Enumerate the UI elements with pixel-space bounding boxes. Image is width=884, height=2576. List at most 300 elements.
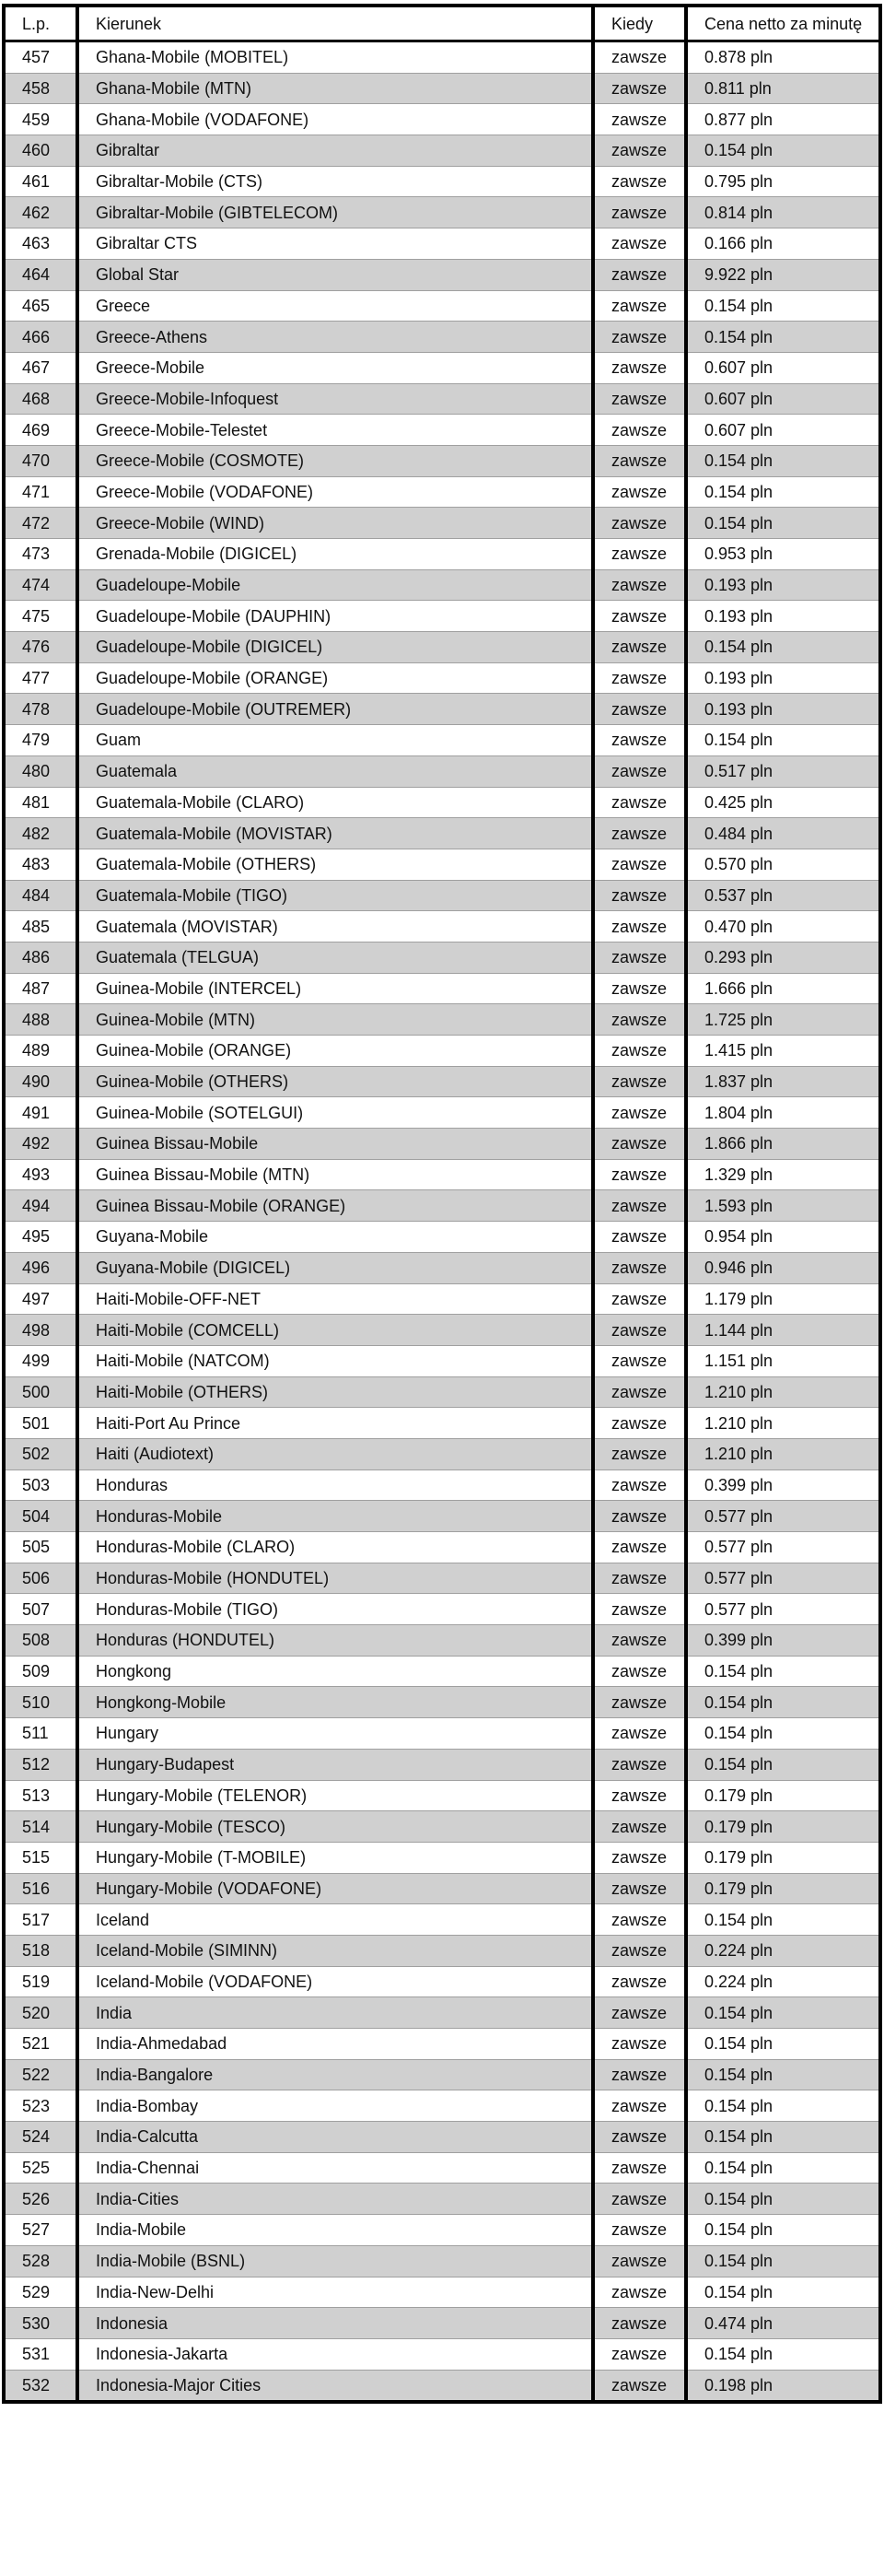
table-row xyxy=(4,1687,880,1718)
cell-direction: Guadeloupe-Mobile xyxy=(77,569,593,601)
cell-price: 0.607 pln xyxy=(686,415,880,446)
cell-when: zawsze xyxy=(593,2338,686,2370)
table-row xyxy=(4,445,880,476)
cell-lp: 485 xyxy=(4,911,77,943)
cell-direction: Global Star xyxy=(77,259,593,290)
cell-price: 0.179 pln xyxy=(686,1811,880,1843)
cell-lp: 483 xyxy=(4,849,77,880)
cell-direction: Guatemala xyxy=(77,755,593,787)
table-row xyxy=(4,2090,880,2122)
cell-price: 1.329 pln xyxy=(686,1159,880,1190)
table-row xyxy=(4,2122,880,2153)
table-row xyxy=(4,1842,880,1873)
table-row xyxy=(4,849,880,880)
table-row xyxy=(4,1438,880,1469)
cell-lp: 460 xyxy=(4,135,77,167)
cell-price: 1.593 pln xyxy=(686,1190,880,1222)
cell-when: zawsze xyxy=(593,1036,686,1067)
table-row xyxy=(4,2152,880,2184)
cell-when: zawsze xyxy=(593,694,686,725)
cell-lp: 529 xyxy=(4,2277,77,2308)
cell-direction: Greece-Mobile (COSMOTE) xyxy=(77,445,593,476)
table-row xyxy=(4,1097,880,1129)
cell-price: 0.811 pln xyxy=(686,73,880,104)
table-row xyxy=(4,197,880,228)
cell-price: 0.193 pln xyxy=(686,601,880,632)
cell-price: 9.922 pln xyxy=(686,259,880,290)
cell-lp: 470 xyxy=(4,445,77,476)
cell-price: 0.179 pln xyxy=(686,1780,880,1811)
cell-direction: Guinea-Mobile (OTHERS) xyxy=(77,1066,593,1097)
cell-lp: 522 xyxy=(4,2059,77,2090)
cell-direction: Haiti-Mobile-OFF-NET xyxy=(77,1283,593,1315)
cell-price: 1.210 pln xyxy=(686,1408,880,1439)
cell-price: 0.154 pln xyxy=(686,2338,880,2370)
cell-direction: Guatemala (TELGUA) xyxy=(77,942,593,973)
table-row xyxy=(4,973,880,1004)
cell-price: 0.154 pln xyxy=(686,1749,880,1780)
cell-lp: 473 xyxy=(4,539,77,570)
cell-price: 0.878 pln xyxy=(686,41,880,74)
cell-lp: 518 xyxy=(4,1935,77,1966)
cell-direction: Hongkong-Mobile xyxy=(77,1687,593,1718)
cell-when: zawsze xyxy=(593,973,686,1004)
cell-when: zawsze xyxy=(593,1129,686,1160)
cell-when: zawsze xyxy=(593,41,686,74)
cell-when: zawsze xyxy=(593,1718,686,1750)
cell-lp: 504 xyxy=(4,1501,77,1532)
cell-lp: 491 xyxy=(4,1097,77,1129)
cell-lp: 527 xyxy=(4,2215,77,2246)
table-row xyxy=(4,662,880,694)
cell-lp: 461 xyxy=(4,166,77,197)
cell-when: zawsze xyxy=(593,1780,686,1811)
cell-when: zawsze xyxy=(593,601,686,632)
cell-lp: 528 xyxy=(4,2245,77,2277)
header-row xyxy=(4,6,880,41)
cell-when: zawsze xyxy=(593,476,686,508)
cell-when: zawsze xyxy=(593,322,686,353)
cell-direction: Guadeloupe-Mobile (OUTREMER) xyxy=(77,694,593,725)
cell-when: zawsze xyxy=(593,880,686,911)
cell-when: zawsze xyxy=(593,2245,686,2277)
table-row xyxy=(4,2277,880,2308)
cell-direction: Guatemala-Mobile (OTHERS) xyxy=(77,849,593,880)
table-row xyxy=(4,1129,880,1160)
cell-direction: Grenada-Mobile (DIGICEL) xyxy=(77,539,593,570)
cell-direction: Guyana-Mobile (DIGICEL) xyxy=(77,1252,593,1283)
cell-direction: Greece-Mobile (WIND) xyxy=(77,508,593,539)
cell-price: 0.517 pln xyxy=(686,755,880,787)
cell-lp: 462 xyxy=(4,197,77,228)
table-row xyxy=(4,755,880,787)
table-row xyxy=(4,911,880,943)
table-row xyxy=(4,415,880,446)
cell-price: 1.837 pln xyxy=(686,1066,880,1097)
cell-direction: Greece-Athens xyxy=(77,322,593,353)
table-row xyxy=(4,1315,880,1346)
cell-when: zawsze xyxy=(593,2184,686,2215)
table-row xyxy=(4,41,880,74)
cell-lp: 501 xyxy=(4,1408,77,1439)
cell-lp: 496 xyxy=(4,1252,77,1283)
cell-when: zawsze xyxy=(593,1190,686,1222)
cell-price: 0.470 pln xyxy=(686,911,880,943)
cell-price: 0.399 pln xyxy=(686,1625,880,1657)
cell-when: zawsze xyxy=(593,2277,686,2308)
cell-lp: 487 xyxy=(4,973,77,1004)
header-lp: L.p. xyxy=(4,6,77,41)
cell-lp: 517 xyxy=(4,1904,77,1936)
cell-when: zawsze xyxy=(593,445,686,476)
cell-when: zawsze xyxy=(593,1563,686,1594)
cell-direction: Honduras (HONDUTEL) xyxy=(77,1625,593,1657)
cell-price: 0.154 pln xyxy=(686,1997,880,2029)
cell-price: 0.814 pln xyxy=(686,197,880,228)
cell-when: zawsze xyxy=(593,2370,686,2402)
cell-lp: 471 xyxy=(4,476,77,508)
cell-lp: 503 xyxy=(4,1469,77,1501)
cell-direction: India-Ahmedabad xyxy=(77,2029,593,2060)
cell-price: 0.154 pln xyxy=(686,2029,880,2060)
cell-price: 0.537 pln xyxy=(686,880,880,911)
cell-direction: India-New-Delhi xyxy=(77,2277,593,2308)
cell-when: zawsze xyxy=(593,1842,686,1873)
cell-direction: India-Bangalore xyxy=(77,2059,593,2090)
cell-direction: Honduras-Mobile (CLARO) xyxy=(77,1532,593,1563)
cell-when: zawsze xyxy=(593,1656,686,1687)
cell-when: zawsze xyxy=(593,2152,686,2184)
cell-direction: Guatemala-Mobile (TIGO) xyxy=(77,880,593,911)
cell-price: 0.399 pln xyxy=(686,1469,880,1501)
cell-lp: 463 xyxy=(4,228,77,260)
table-row xyxy=(4,166,880,197)
cell-direction: Haiti-Mobile (NATCOM) xyxy=(77,1345,593,1376)
cell-lp: 464 xyxy=(4,259,77,290)
cell-direction: Guadeloupe-Mobile (DAUPHIN) xyxy=(77,601,593,632)
cell-price: 0.179 pln xyxy=(686,1842,880,1873)
cell-price: 0.877 pln xyxy=(686,104,880,135)
cell-lp: 488 xyxy=(4,1004,77,1036)
cell-lp: 486 xyxy=(4,942,77,973)
table-row xyxy=(4,601,880,632)
cell-lp: 495 xyxy=(4,1222,77,1253)
table-row xyxy=(4,73,880,104)
cell-price: 1.666 pln xyxy=(686,973,880,1004)
cell-when: zawsze xyxy=(593,104,686,135)
cell-direction: Guinea-Mobile (ORANGE) xyxy=(77,1036,593,1067)
cell-when: zawsze xyxy=(593,508,686,539)
cell-price: 1.210 pln xyxy=(686,1438,880,1469)
cell-price: 1.804 pln xyxy=(686,1097,880,1129)
header-price: Cena netto za minutę xyxy=(686,6,880,41)
table-row xyxy=(4,104,880,135)
cell-when: zawsze xyxy=(593,259,686,290)
cell-lp: 469 xyxy=(4,415,77,446)
table-row xyxy=(4,290,880,322)
cell-lp: 505 xyxy=(4,1532,77,1563)
cell-when: zawsze xyxy=(593,1966,686,1997)
cell-lp: 508 xyxy=(4,1625,77,1657)
cell-direction: Hungary-Mobile (VODAFONE) xyxy=(77,1873,593,1904)
cell-price: 0.425 pln xyxy=(686,787,880,818)
cell-when: zawsze xyxy=(593,2308,686,2339)
cell-direction: Haiti (Audiotext) xyxy=(77,1438,593,1469)
cell-lp: 458 xyxy=(4,73,77,104)
cell-lp: 476 xyxy=(4,632,77,663)
cell-price: 0.154 pln xyxy=(686,2184,880,2215)
cell-direction: Honduras-Mobile xyxy=(77,1501,593,1532)
table-row xyxy=(4,632,880,663)
cell-direction: Greece-Mobile-Infoquest xyxy=(77,383,593,415)
table-row xyxy=(4,1935,880,1966)
cell-direction: India-Bombay xyxy=(77,2090,593,2122)
table-row xyxy=(4,1036,880,1067)
table-row xyxy=(4,135,880,167)
table-row xyxy=(4,2184,880,2215)
cell-price: 0.154 pln xyxy=(686,445,880,476)
cell-direction: India-Calcutta xyxy=(77,2122,593,2153)
cell-direction: Hungary-Budapest xyxy=(77,1749,593,1780)
cell-price: 0.154 pln xyxy=(686,2215,880,2246)
cell-price: 0.154 pln xyxy=(686,725,880,756)
cell-when: zawsze xyxy=(593,539,686,570)
table-row xyxy=(4,725,880,756)
cell-when: zawsze xyxy=(593,1408,686,1439)
cell-when: zawsze xyxy=(593,2059,686,2090)
cell-direction: Greece-Mobile-Telestet xyxy=(77,415,593,446)
table-row xyxy=(4,1594,880,1625)
cell-lp: 472 xyxy=(4,508,77,539)
cell-price: 0.474 pln xyxy=(686,2308,880,2339)
cell-direction: Hungary-Mobile (TESCO) xyxy=(77,1811,593,1843)
cell-when: zawsze xyxy=(593,135,686,167)
cell-direction: Guinea-Mobile (INTERCEL) xyxy=(77,973,593,1004)
cell-price: 1.151 pln xyxy=(686,1345,880,1376)
cell-direction: Gibraltar-Mobile (GIBTELECOM) xyxy=(77,197,593,228)
cell-lp: 530 xyxy=(4,2308,77,2339)
cell-price: 0.224 pln xyxy=(686,1935,880,1966)
table-row xyxy=(4,1749,880,1780)
cell-direction: Hongkong xyxy=(77,1656,593,1687)
cell-when: zawsze xyxy=(593,1532,686,1563)
table-row xyxy=(4,322,880,353)
cell-price: 0.607 pln xyxy=(686,383,880,415)
cell-direction: Haiti-Port Au Prince xyxy=(77,1408,593,1439)
table-row xyxy=(4,1408,880,1439)
cell-price: 0.154 pln xyxy=(686,1904,880,1936)
table-row xyxy=(4,228,880,260)
cell-lp: 509 xyxy=(4,1656,77,1687)
cell-when: zawsze xyxy=(593,818,686,849)
cell-lp: 482 xyxy=(4,818,77,849)
table-row xyxy=(4,1159,880,1190)
cell-when: zawsze xyxy=(593,662,686,694)
cell-price: 0.293 pln xyxy=(686,942,880,973)
table-row xyxy=(4,569,880,601)
cell-direction: Ghana-Mobile (VODAFONE) xyxy=(77,104,593,135)
cell-when: zawsze xyxy=(593,1749,686,1780)
cell-direction: Ghana-Mobile (MOBITEL) xyxy=(77,41,593,74)
cell-price: 0.577 pln xyxy=(686,1563,880,1594)
cell-direction: Honduras xyxy=(77,1469,593,1501)
cell-when: zawsze xyxy=(593,1625,686,1657)
cell-lp: 466 xyxy=(4,322,77,353)
table-row xyxy=(4,880,880,911)
cell-lp: 502 xyxy=(4,1438,77,1469)
table-row xyxy=(4,259,880,290)
cell-lp: 516 xyxy=(4,1873,77,1904)
cell-lp: 459 xyxy=(4,104,77,135)
cell-price: 0.193 pln xyxy=(686,569,880,601)
cell-lp: 492 xyxy=(4,1129,77,1160)
cell-lp: 515 xyxy=(4,1842,77,1873)
cell-direction: Guam xyxy=(77,725,593,756)
cell-direction: Iceland-Mobile (VODAFONE) xyxy=(77,1966,593,1997)
cell-direction: Guinea Bissau-Mobile xyxy=(77,1129,593,1160)
cell-price: 0.953 pln xyxy=(686,539,880,570)
cell-when: zawsze xyxy=(593,1315,686,1346)
cell-price: 1.725 pln xyxy=(686,1004,880,1036)
cell-direction: Guatemala-Mobile (CLARO) xyxy=(77,787,593,818)
cell-lp: 479 xyxy=(4,725,77,756)
table-row xyxy=(4,1904,880,1936)
cell-when: zawsze xyxy=(593,1376,686,1408)
cell-when: zawsze xyxy=(593,1438,686,1469)
cell-price: 0.154 pln xyxy=(686,2122,880,2153)
table-row xyxy=(4,1780,880,1811)
cell-lp: 480 xyxy=(4,755,77,787)
cell-lp: 494 xyxy=(4,1190,77,1222)
cell-price: 0.154 pln xyxy=(686,2090,880,2122)
cell-lp: 498 xyxy=(4,1315,77,1346)
cell-direction: Gibraltar-Mobile (CTS) xyxy=(77,166,593,197)
cell-lp: 521 xyxy=(4,2029,77,2060)
cell-direction: Guyana-Mobile xyxy=(77,1222,593,1253)
cell-price: 0.484 pln xyxy=(686,818,880,849)
cell-direction: Guinea Bissau-Mobile (ORANGE) xyxy=(77,1190,593,1222)
table-row xyxy=(4,1563,880,1594)
cell-direction: Guinea-Mobile (MTN) xyxy=(77,1004,593,1036)
cell-price: 0.154 pln xyxy=(686,632,880,663)
cell-direction: India xyxy=(77,1997,593,2029)
cell-direction: Greece-Mobile xyxy=(77,352,593,383)
cell-lp: 477 xyxy=(4,662,77,694)
cell-when: zawsze xyxy=(593,1873,686,1904)
cell-price: 0.795 pln xyxy=(686,166,880,197)
cell-when: zawsze xyxy=(593,569,686,601)
cell-lp: 457 xyxy=(4,41,77,74)
table-row xyxy=(4,383,880,415)
cell-price: 1.415 pln xyxy=(686,1036,880,1067)
cell-price: 0.577 pln xyxy=(686,1594,880,1625)
cell-direction: Hungary xyxy=(77,1718,593,1750)
cell-when: zawsze xyxy=(593,1252,686,1283)
cell-direction: Haiti-Mobile (COMCELL) xyxy=(77,1315,593,1346)
cell-when: zawsze xyxy=(593,1904,686,1936)
cell-direction: India-Chennai xyxy=(77,2152,593,2184)
table-row xyxy=(4,787,880,818)
table-row xyxy=(4,1718,880,1750)
cell-price: 0.577 pln xyxy=(686,1501,880,1532)
cell-direction: Indonesia xyxy=(77,2308,593,2339)
cell-when: zawsze xyxy=(593,197,686,228)
cell-lp: 510 xyxy=(4,1687,77,1718)
cell-price: 0.154 pln xyxy=(686,322,880,353)
table-row xyxy=(4,1966,880,1997)
table-row xyxy=(4,1345,880,1376)
table-row xyxy=(4,2215,880,2246)
table-row xyxy=(4,818,880,849)
cell-price: 0.946 pln xyxy=(686,1252,880,1283)
cell-when: zawsze xyxy=(593,415,686,446)
cell-price: 0.577 pln xyxy=(686,1532,880,1563)
table-body xyxy=(4,41,880,2403)
cell-when: zawsze xyxy=(593,1283,686,1315)
cell-when: zawsze xyxy=(593,1066,686,1097)
header-direction: Kierunek xyxy=(77,6,593,41)
cell-price: 0.179 pln xyxy=(686,1873,880,1904)
cell-lp: 532 xyxy=(4,2370,77,2402)
cell-price: 0.154 pln xyxy=(686,476,880,508)
cell-lp: 467 xyxy=(4,352,77,383)
cell-lp: 493 xyxy=(4,1159,77,1190)
cell-lp: 514 xyxy=(4,1811,77,1843)
cell-lp: 474 xyxy=(4,569,77,601)
cell-price: 0.154 pln xyxy=(686,2152,880,2184)
table-row xyxy=(4,1283,880,1315)
cell-direction: Iceland xyxy=(77,1904,593,1936)
cell-when: zawsze xyxy=(593,942,686,973)
cell-when: zawsze xyxy=(593,849,686,880)
cell-direction: Iceland-Mobile (SIMINN) xyxy=(77,1935,593,1966)
cell-when: zawsze xyxy=(593,1594,686,1625)
table-row xyxy=(4,1190,880,1222)
cell-direction: Gibraltar CTS xyxy=(77,228,593,260)
table-row xyxy=(4,1469,880,1501)
cell-when: zawsze xyxy=(593,1097,686,1129)
cell-direction: Gibraltar xyxy=(77,135,593,167)
cell-lp: 506 xyxy=(4,1563,77,1594)
cell-when: zawsze xyxy=(593,290,686,322)
cell-lp: 525 xyxy=(4,2152,77,2184)
cell-direction: Haiti-Mobile (OTHERS) xyxy=(77,1376,593,1408)
cell-price: 0.154 pln xyxy=(686,508,880,539)
table-row xyxy=(4,1376,880,1408)
cell-when: zawsze xyxy=(593,2029,686,2060)
cell-direction: Honduras-Mobile (TIGO) xyxy=(77,1594,593,1625)
table-row xyxy=(4,1873,880,1904)
cell-when: zawsze xyxy=(593,166,686,197)
cell-lp: 468 xyxy=(4,383,77,415)
cell-lp: 511 xyxy=(4,1718,77,1750)
table-row xyxy=(4,1501,880,1532)
cell-lp: 512 xyxy=(4,1749,77,1780)
cell-when: zawsze xyxy=(593,228,686,260)
cell-direction: Guadeloupe-Mobile (ORANGE) xyxy=(77,662,593,694)
cell-price: 0.193 pln xyxy=(686,662,880,694)
cell-when: zawsze xyxy=(593,1222,686,1253)
cell-price: 0.154 pln xyxy=(686,1718,880,1750)
cell-direction: Hungary-Mobile (TELENOR) xyxy=(77,1780,593,1811)
cell-when: zawsze xyxy=(593,2090,686,2122)
cell-when: zawsze xyxy=(593,911,686,943)
cell-price: 0.224 pln xyxy=(686,1966,880,1997)
cell-direction: Hungary-Mobile (T-MOBILE) xyxy=(77,1842,593,1873)
cell-direction: Guadeloupe-Mobile (DIGICEL) xyxy=(77,632,593,663)
cell-when: zawsze xyxy=(593,725,686,756)
cell-direction: Guatemala (MOVISTAR) xyxy=(77,911,593,943)
